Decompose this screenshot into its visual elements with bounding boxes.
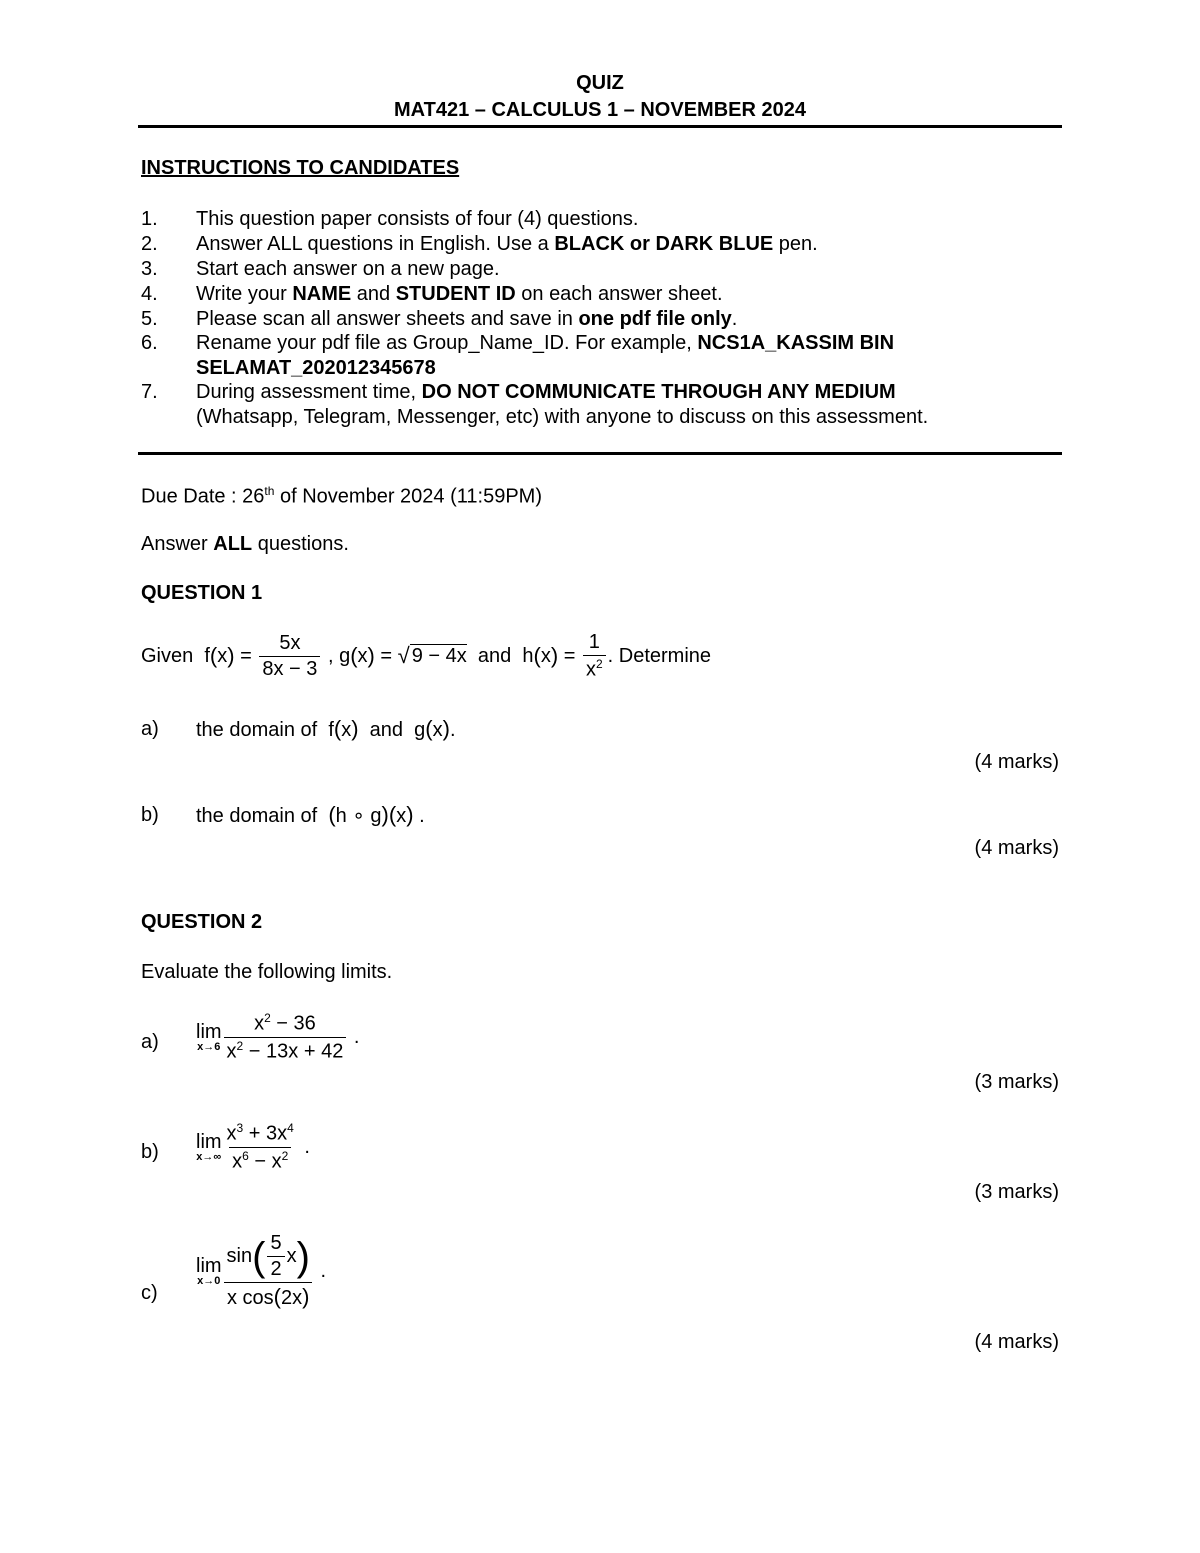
instructions-heading: INSTRUCTIONS TO CANDIDATES <box>141 157 460 179</box>
course-title: MAT421 – CALCULUS 1 – NOVEMBER 2024 <box>394 99 806 121</box>
q1-part-b-marks: (4 marks) <box>974 837 1059 859</box>
instruction-number: 1. <box>141 208 158 230</box>
q2-part-a-expression: lim x→6 $\frac{x^2 - 36}{x^2 - 13x + 42}$ . <box>196 1011 360 1063</box>
instruction-text-continued: (Whatsapp, Telegram, Messenger, etc) with anyone to discuss on this assessment. <box>196 406 929 428</box>
q1-part-a-text: the domain of f(x) and g(x). <box>196 716 456 741</box>
q2-part-a-label: a) <box>141 1031 159 1053</box>
answer-all-instruction: Answer ALL questions. <box>141 533 349 555</box>
q2-part-c-expression: lim x→0 sin ( $\frac{5}{2}$ x ) x cos(2x) . <box>196 1232 327 1309</box>
instruction-text: Start each answer on a new page. <box>196 258 500 280</box>
q2-part-b-marks: (3 marks) <box>974 1181 1059 1203</box>
q1-part-a-label: a) <box>141 718 159 740</box>
q1-part-b-text: the domain of (h ∘ g)(x) . <box>196 802 425 827</box>
due-date: Due Date : 26th of November 2024 (11:59PM) <box>141 484 542 508</box>
q2-part-b-label: b) <box>141 1141 159 1163</box>
instruction-text: Write your NAME and STUDENT ID on each answer sheet. <box>196 283 723 305</box>
question-2-title: QUESTION 2 <box>141 911 263 933</box>
instruction-text: Answer ALL questions in English. Use a BLACK or DARK BLUE pen. <box>196 233 818 255</box>
instruction-number: 6. <box>141 332 158 354</box>
instruction-number: 3. <box>141 258 158 280</box>
q2-part-a-marks: (3 marks) <box>974 1071 1059 1093</box>
instruction-text: Rename your pdf file as Group_Name_ID. For example, NCS1A_KASSIM BIN <box>196 332 895 354</box>
instruction-number: 4. <box>141 283 158 305</box>
q1-part-b-label: b) <box>141 804 159 826</box>
question-1-title: QUESTION 1 <box>141 582 263 604</box>
bottom-divider <box>138 452 1062 455</box>
question-2-intro: Evaluate the following limits. <box>141 961 393 983</box>
instruction-text: Please scan all answer sheets and save in one pdf file only. <box>196 308 738 330</box>
q2-part-c-label: c) <box>141 1282 158 1304</box>
instruction-number: 5. <box>141 308 158 330</box>
quiz-title: QUIZ <box>576 72 624 94</box>
q1-part-a-marks: (4 marks) <box>974 751 1059 773</box>
instruction-text: During assessment time, DO NOT COMMUNICATE THROUGH ANY MEDIUM <box>196 381 896 403</box>
q2-part-b-expression: lim x→∞ $\frac{x^3 + 3x^4}{x^6 - x^2}$ . <box>196 1121 310 1173</box>
question-1-given: Given f ( x ) = $\frac{5x}{8x - 3}$ , g ( x ) = √ 9 − 4x and h ( x ) = $\frac{1}{x^2}$ . Determine <box>141 631 712 681</box>
q2-part-c-marks: (4 marks) <box>974 1331 1059 1353</box>
instruction-number: 2. <box>141 233 158 255</box>
instruction-text-continued: SELAMAT_202012345678 <box>196 357 436 379</box>
top-divider <box>138 125 1062 128</box>
instruction-text: This question paper consists of four (4) questions. <box>196 208 639 230</box>
instruction-number: 7. <box>141 381 158 403</box>
